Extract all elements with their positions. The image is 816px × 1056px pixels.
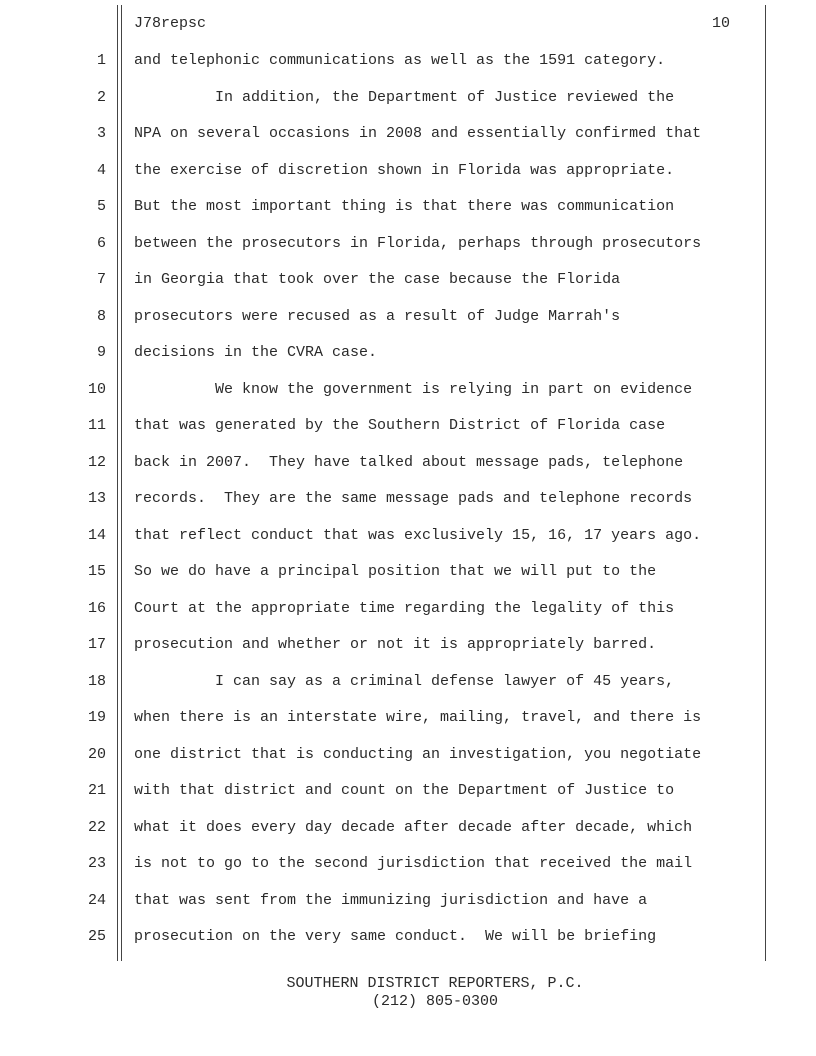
line-number: 2 xyxy=(96,88,106,106)
reporter-name: SOUTHERN DISTRICT REPORTERS, P.C. xyxy=(286,975,584,992)
line-number: 24 xyxy=(87,891,106,909)
line-text: between the prosecutors in Florida, perhaps through prosecutors xyxy=(134,234,702,252)
line-text: prosecutors were recused as a result of Judge Marrah's xyxy=(134,307,621,325)
line-number: 16 xyxy=(87,599,106,617)
line-number: 11 xyxy=(87,417,106,434)
line-number: 25 xyxy=(87,928,106,945)
transcript-line xyxy=(0,891,816,928)
line-text: with that district and count on the Department of Justice to xyxy=(134,782,675,799)
transcript-line xyxy=(0,526,816,563)
line-number: 7 xyxy=(96,271,106,288)
page-header xyxy=(134,14,730,34)
line-text: back in 2007. They have talked about message pads, telephone xyxy=(134,453,684,471)
line-number: 1 xyxy=(96,52,106,69)
line-text: one district that is conducting an investigation, you negotiate xyxy=(134,745,702,763)
transcript-line xyxy=(0,380,816,417)
case-id: J78repsc xyxy=(134,15,207,32)
line-text: that reflect conduct that was exclusively 15, 16, 17 years ago. xyxy=(134,526,702,544)
transcript-line xyxy=(0,197,816,234)
line-number: 3 xyxy=(96,125,106,142)
line-text: and telephonic communications as well as the 1591 category. xyxy=(134,52,666,69)
transcript-line xyxy=(0,453,816,490)
page-footer xyxy=(0,975,816,1011)
line-number: 17 xyxy=(87,636,106,653)
line-number: 22 xyxy=(87,818,106,836)
transcript-line xyxy=(0,51,816,88)
transcript-line xyxy=(0,927,816,964)
line-number: 19 xyxy=(87,709,106,726)
transcript-line xyxy=(0,270,816,307)
transcript-line xyxy=(0,854,816,891)
line-text: prosecution and whether or not it is appropriately barred. xyxy=(134,636,657,653)
line-number: 18 xyxy=(87,672,106,690)
transcript-line xyxy=(0,124,816,161)
transcript-line xyxy=(0,781,816,818)
line-text: So we do have a principal position that we will put to the xyxy=(134,563,657,580)
line-text: I can say as a criminal defense lawyer of 45 years, xyxy=(134,672,675,690)
line-text: In addition, the Department of Justice reviewed the xyxy=(134,88,675,106)
transcript-line xyxy=(0,343,816,380)
transcript-lines xyxy=(0,51,816,964)
line-text: We know the government is relying in part on evidence xyxy=(134,380,693,398)
line-number: 13 xyxy=(87,490,106,507)
line-number: 21 xyxy=(87,782,106,799)
line-number: 8 xyxy=(96,307,106,325)
line-text: what it does every day decade after decade after decade, which xyxy=(134,818,693,836)
line-text: But the most important thing is that there was communication xyxy=(134,198,675,215)
transcript-line xyxy=(0,489,816,526)
line-text: the exercise of discretion shown in Florida was appropriate. xyxy=(134,161,675,179)
transcript-line xyxy=(0,234,816,271)
line-text: that was generated by the Southern District of Florida case xyxy=(134,417,666,434)
line-number: 6 xyxy=(96,234,106,252)
line-number: 14 xyxy=(87,526,106,544)
line-number: 15 xyxy=(87,563,106,580)
line-text: when there is an interstate wire, mailing, travel, and there is xyxy=(134,709,702,726)
transcript-line xyxy=(0,818,816,855)
line-text: that was sent from the immunizing jurisdiction and have a xyxy=(134,891,648,909)
line-number: 4 xyxy=(96,161,106,179)
transcript-line xyxy=(0,672,816,709)
transcript-line xyxy=(0,88,816,125)
transcript-line xyxy=(0,708,816,745)
transcript-line xyxy=(0,599,816,636)
line-number: 20 xyxy=(87,745,106,763)
page-number: 10 xyxy=(711,15,730,32)
line-text: in Georgia that took over the case because the Florida xyxy=(134,271,621,288)
transcript-line xyxy=(0,562,816,599)
line-text: prosecution on the very same conduct. We will be briefing xyxy=(134,928,657,945)
transcript-line xyxy=(0,416,816,453)
line-number: 9 xyxy=(96,344,106,361)
line-text: decisions in the CVRA case. xyxy=(134,344,378,361)
transcript-line xyxy=(0,307,816,344)
line-text: is not to go to the second jurisdiction that received the mail xyxy=(134,855,693,872)
line-number: 10 xyxy=(87,380,106,398)
reporter-phone: (212) 805-0300 xyxy=(371,993,499,1010)
transcript-line xyxy=(0,635,816,672)
transcript-line xyxy=(0,745,816,782)
line-number: 5 xyxy=(96,198,106,215)
line-text: Court at the appropriate time regarding the legality of this xyxy=(134,599,675,617)
transcript-line xyxy=(0,161,816,198)
line-text: NPA on several occasions in 2008 and essentially confirmed that xyxy=(134,125,702,142)
line-text: records. They are the same message pads and telephone records xyxy=(134,490,693,507)
line-number: 12 xyxy=(87,453,106,471)
line-number: 23 xyxy=(87,855,106,872)
